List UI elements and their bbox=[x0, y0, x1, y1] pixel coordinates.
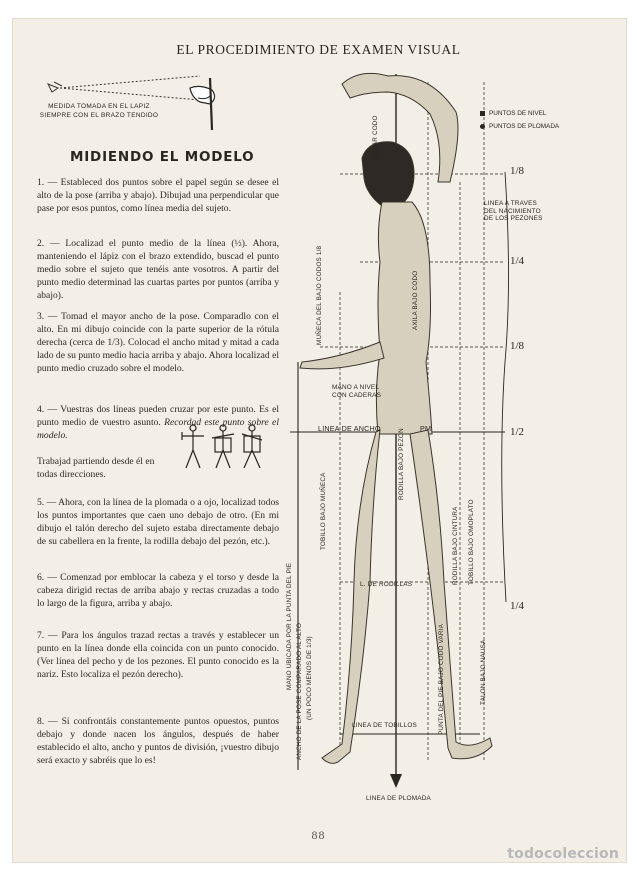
paragraph-8: 8. — Si confrontáis constantemente puntos opuestos, puntos debajo y donde nacen los ángulos, después de haber establecido el alto, ancho y puntos de división, ¡vuestro dibujo será exacto y sabréis que lo es! bbox=[37, 716, 279, 766]
width-midpoint-label: PM bbox=[420, 424, 432, 433]
knee-below-waist-label: RODILLA BAJO CINTURA bbox=[452, 506, 459, 585]
square-marker-icon bbox=[480, 111, 485, 116]
paragraph-4-italic: Recordad este punto sobre el modelo. bbox=[37, 416, 279, 441]
figure-drawing bbox=[280, 62, 580, 812]
pencil-caption-line1: MEDIDA TOMADA EN EL LAPIZ bbox=[48, 103, 150, 110]
paragraph-4-text: 4. — Vuestras dos líneas pueden cruzar por este punto. Es el punto medio de vuestro asunto. bbox=[37, 404, 279, 428]
paragraph-3: 3. — Tomad el mayor ancho de la pose. Comparadlo con el alto. En mi dibujo coincide con la parte superior de la rótula derecha (cerca de 1/3). Colocad el ancho mitad y mitad a cada lado de su punto medio hacia arriba y abajo. Ahora localizad el punto medio cruzado sobre el modelo. bbox=[37, 311, 279, 374]
pencil-caption-line2: SIEMPRE CON EL BRAZO TENDIDO bbox=[39, 111, 159, 119]
page-header: EL PROCEDIMIENTO DE EXAMEN VISUAL bbox=[176, 42, 461, 57]
fraction-2: 1/4 bbox=[510, 255, 525, 267]
below-armpit-label: UBICAR CODO bbox=[372, 115, 379, 162]
paragraph-2: 2. — Localizad el punto medio de la línea (½). Ahora, manteniendo el lápiz con el brazo extendido, buscad el punto medio sobre el sujeto que tenéis ante vosotros. A partir del punto medio determinad las cuartas partes por puntos (arriba y abajo). bbox=[37, 238, 279, 301]
paragraph-4-continued: Trabajad partiendo desde él en todas direcciones. bbox=[37, 456, 155, 480]
nipples-line-label-1: LINEA A TRAVES bbox=[484, 200, 538, 207]
page-number: 88 bbox=[311, 828, 326, 842]
dot-marker-icon bbox=[480, 124, 485, 129]
paragraph-7: 7. — Para los ángulos trazad rectas a través y establecer un punto en la línea donde ella coincida con un punto conocido. (Ver línea del pecho y de los pezones. El punto conocido es la nariz. Esto localiza el pezón derecho). bbox=[37, 630, 279, 680]
watermark-logo: todocoleccion bbox=[507, 846, 619, 862]
less-than-third-label: (UN POCO MENOS DE 1/3) bbox=[306, 636, 313, 720]
width-line-label: LINEA DE ANCHO bbox=[318, 424, 381, 433]
pose-width-label: ANCHO DE LA POSE COMPARADO AL ALTO bbox=[296, 622, 303, 760]
legend-plumb-points bbox=[480, 123, 559, 130]
ankle-below-shoulder-label: TOBILLO BAJO OMOPLATO bbox=[468, 499, 475, 585]
paragraph-1: 1. — Estableced dos puntos sobre el papel según se desee el alto de la pose (arriba y abajo). Dibujad una perpendicular que pase por esos puntos, como línea media del sujeto. bbox=[37, 177, 279, 214]
nipples-line-label-3: DE LOS PEZONES bbox=[484, 215, 543, 222]
armpit-below-elbow-label: AXILA BAJO CODO bbox=[412, 270, 419, 330]
fraction-1: 1/8 bbox=[510, 165, 525, 177]
fraction-4: 1/2 bbox=[510, 426, 525, 438]
hand-level-label-2: CON CADERAS bbox=[332, 392, 382, 399]
toe-below-hip-label: PUNTA DEL PIE BAJO CODO VARIA bbox=[438, 623, 445, 735]
fraction-3: 1/8 bbox=[510, 340, 525, 352]
fraction-5: 1/4 bbox=[510, 600, 525, 612]
knees-line-label: L. DE RODILLAS bbox=[360, 581, 413, 588]
legend-level-label: PUNTOS DE NIVEL bbox=[489, 110, 547, 117]
heel-below-nape-label: TALON BAJO NAUSA bbox=[480, 639, 487, 705]
hand-level-label bbox=[332, 384, 381, 400]
nipples-line-label-2: DEL NACIMIENTO bbox=[484, 207, 541, 215]
plumb-line-label: LINEA DE PLOMADA bbox=[366, 795, 431, 802]
mini-figures-illustration bbox=[178, 420, 268, 476]
hand-toe-label: MANO UBICADA POR LA PUNTA DEL PIE bbox=[286, 562, 293, 690]
paragraph-5: 5. — Ahora, con la línea de la plomada o a ojo, localizad todos los puntos importantes que caen uno debajo de otro. (En mi dibujo el talón derecho del sujeto estaba directamente debajo de su cabellera en la frente, la rodilla debajo del pezón, etc.). bbox=[37, 497, 279, 547]
ankle-below-wrist-label: TOBILLO BAJO MUÑECA bbox=[320, 472, 327, 550]
ankles-line-label: LINEA DE TOBILLOS bbox=[352, 722, 417, 729]
pencil-caption bbox=[24, 103, 174, 120]
hand-level-label-1: MANO A NIVEL bbox=[332, 384, 380, 391]
wrist-below-elbow-label: MUÑECA DEL BAJO CODOS 1/8 bbox=[316, 245, 323, 345]
legend-plumb-label: PUNTOS DE PLOMADA bbox=[489, 123, 560, 130]
article-title: MIDIENDO EL MODELO bbox=[70, 149, 255, 165]
knee-below-nipple-label: RODILLA BAJO PEZON bbox=[398, 428, 405, 500]
legend-level-points bbox=[480, 110, 546, 117]
paragraph-6: 6. — Comenzad por emblocar la cabeza y el torso y desde la cabeza dirigid rectas de arriba abajo y rectas cruzadas a todo lo largo de la figura, arriba y abajo. bbox=[37, 572, 279, 609]
nipples-line-label bbox=[484, 200, 543, 223]
